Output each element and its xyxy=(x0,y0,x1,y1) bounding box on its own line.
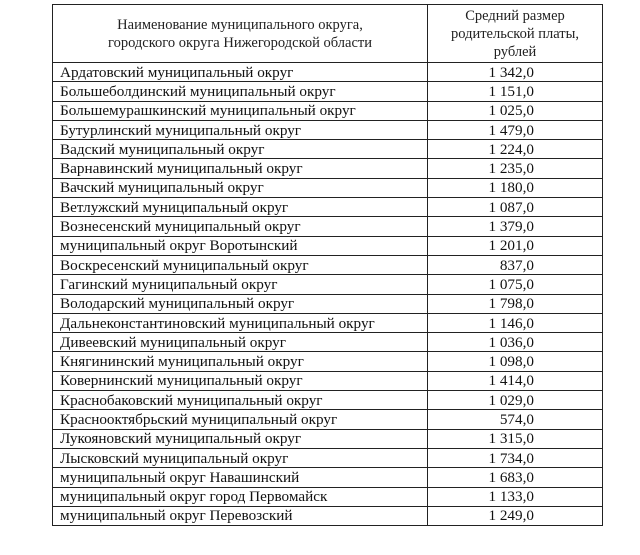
table-row xyxy=(53,255,603,274)
district-name-cell: Большеболдинский муниципальный округ xyxy=(53,82,428,101)
header-line: родительской платы, xyxy=(451,25,579,42)
table-row xyxy=(53,294,603,313)
table-body xyxy=(53,63,603,526)
district-name-cell: Краснооктябрьский муниципальный округ xyxy=(53,410,428,429)
average-fee-cell: 1 379,0 xyxy=(428,217,603,236)
district-name-cell: Большемурашкинский муниципальный округ xyxy=(53,101,428,120)
district-name-cell: Лукояновский муниципальный округ xyxy=(53,429,428,448)
table-row xyxy=(53,63,603,82)
district-name-cell: Ветлужский муниципальный округ xyxy=(53,198,428,217)
average-fee-cell: 574,0 xyxy=(428,410,603,429)
table-row xyxy=(53,371,603,390)
table-row xyxy=(53,506,603,525)
average-fee-cell: 1 315,0 xyxy=(428,429,603,448)
table-row xyxy=(53,391,603,410)
district-name-cell: Вачский муниципальный округ xyxy=(53,178,428,197)
district-name-cell: Воскресенский муниципальный округ xyxy=(53,255,428,274)
average-fee-cell: 1 036,0 xyxy=(428,333,603,352)
average-fee-cell: 1 146,0 xyxy=(428,313,603,332)
average-fee-cell: 1 025,0 xyxy=(428,101,603,120)
table-row xyxy=(53,159,603,178)
average-fee-cell: 1 201,0 xyxy=(428,236,603,255)
header-line: Средний размер xyxy=(465,7,565,24)
header-line: городского округа Нижегородской области xyxy=(107,34,372,51)
average-fee-cell: 1 683,0 xyxy=(428,468,603,487)
average-fee-cell: 1 180,0 xyxy=(428,178,603,197)
table-row xyxy=(53,275,603,294)
district-name-cell: Володарский муниципальный округ xyxy=(53,294,428,313)
table-row xyxy=(53,236,603,255)
district-name-cell: муниципальный округ Перевозский xyxy=(53,506,428,525)
district-name-cell: муниципальный округ город Первомайск xyxy=(53,487,428,506)
average-fee-cell: 1 798,0 xyxy=(428,294,603,313)
average-fee-cell: 1 734,0 xyxy=(428,448,603,467)
table-row xyxy=(53,120,603,139)
table-row xyxy=(53,410,603,429)
district-name-cell: Вознесенский муниципальный округ xyxy=(53,217,428,236)
district-name-cell: муниципальный округ Навашинский xyxy=(53,468,428,487)
header-line: Наименование муниципального округа, xyxy=(117,16,363,33)
table-row xyxy=(53,468,603,487)
district-name-cell: муниципальный округ Воротынский xyxy=(53,236,428,255)
header-row xyxy=(53,5,603,63)
table-row xyxy=(53,333,603,352)
district-name-cell: Краснобаковский муниципальный округ xyxy=(53,391,428,410)
district-name-cell: Ковернинский муниципальный округ xyxy=(53,371,428,390)
district-name-cell: Дальнеконстантиновский муниципальный округ xyxy=(53,313,428,332)
column-header-fee xyxy=(428,5,603,63)
header-line: рублей xyxy=(493,43,537,60)
average-fee-cell: 1 235,0 xyxy=(428,159,603,178)
average-fee-cell: 1 087,0 xyxy=(428,198,603,217)
table-row xyxy=(53,429,603,448)
average-fee-cell: 1 224,0 xyxy=(428,140,603,159)
district-name-cell: Гагинский муниципальный округ xyxy=(53,275,428,294)
district-name-cell: Варнавинский муниципальный округ xyxy=(53,159,428,178)
table-row xyxy=(53,198,603,217)
average-fee-cell: 837,0 xyxy=(428,255,603,274)
table-row xyxy=(53,82,603,101)
average-fee-cell: 1 075,0 xyxy=(428,275,603,294)
table-row xyxy=(53,487,603,506)
district-name-cell: Ардатовский муниципальный округ xyxy=(53,63,428,82)
average-fee-cell: 1 342,0 xyxy=(428,63,603,82)
table-header xyxy=(53,5,603,63)
district-name-cell: Лысковский муниципальный округ xyxy=(53,448,428,467)
average-fee-cell: 1 479,0 xyxy=(428,120,603,139)
parental-fee-table xyxy=(52,4,603,526)
district-name-cell: Бутурлинский муниципальный округ xyxy=(53,120,428,139)
average-fee-cell: 1 029,0 xyxy=(428,391,603,410)
average-fee-cell: 1 133,0 xyxy=(428,487,603,506)
district-name-cell: Княгининский муниципальный округ xyxy=(53,352,428,371)
table-row xyxy=(53,313,603,332)
table-row xyxy=(53,140,603,159)
average-fee-cell: 1 151,0 xyxy=(428,82,603,101)
table-row xyxy=(53,352,603,371)
table-row xyxy=(53,178,603,197)
table-row xyxy=(53,101,603,120)
average-fee-cell: 1 414,0 xyxy=(428,371,603,390)
table-row xyxy=(53,448,603,467)
district-name-cell: Вадский муниципальный округ xyxy=(53,140,428,159)
district-name-cell: Дивеевский муниципальный округ xyxy=(53,333,428,352)
average-fee-cell: 1 249,0 xyxy=(428,506,603,525)
column-header-district xyxy=(53,5,428,63)
average-fee-cell: 1 098,0 xyxy=(428,352,603,371)
table-row xyxy=(53,217,603,236)
